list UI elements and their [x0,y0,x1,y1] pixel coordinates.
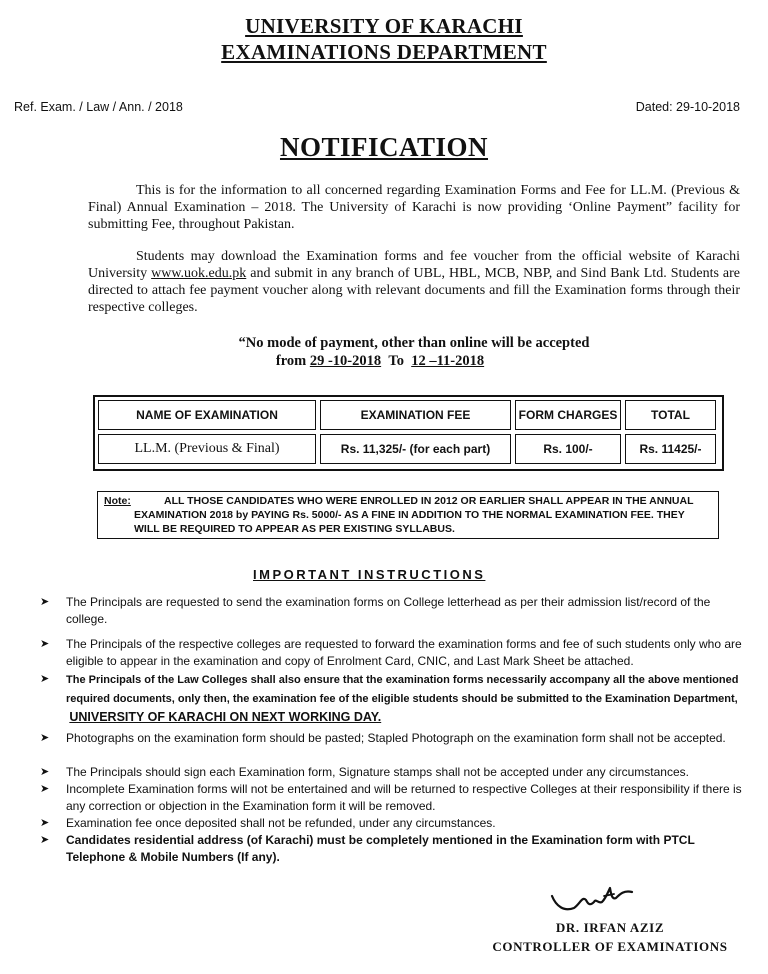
signatory-name: DR. IRFAN AZIZ [555,920,665,935]
instruction-item [40,636,748,670]
website-link[interactable]: www.uok.edu.pk [151,266,247,281]
paragraph-download [88,248,740,316]
table-header-name: NAME OF EXAMINATION [98,400,316,430]
payment-statement [30,334,768,352]
instruction-text: Photographs on the examination form should be pasted; Stapled Photograph on the examination form shall not be accepted. [66,731,726,745]
instruction-item [40,815,748,832]
table-cell-exam-fee: Rs. 11,325/- (for each part) [320,434,511,464]
table-header-total: TOTAL [625,400,716,430]
note-line-1-text: ALL THOSE CANDIDATES WHO WERE ENROLLED IN 2012 OR EARLIER SHALL APPEAR IN THE ANNUAL [164,495,694,507]
instruction-item [40,730,748,747]
instruction-item [40,764,748,781]
instruction-item [40,670,748,726]
instructions-title: IMPORTANT INSTRUCTIONS [253,567,486,582]
from-date: 29 -10-2018 [309,353,382,369]
arrow-bullet-icon: ➤ [40,834,50,846]
table-cell-total: Rs. 11425/- [625,434,716,464]
to-date: 12 –11-2018 [411,353,485,369]
arrow-bullet-icon: ➤ [40,817,50,829]
instruction-emphasis: UNIVERSITY OF KARACHI ON NEXT WORKING DAY. [69,710,382,724]
instruction-item [40,781,748,815]
note-line-2: EXAMINATION 2018 by PAYING Rs. 5000/- AS A FINE IN ADDITION TO THE NORMAL EXAMINATION FEE. THEY [134,509,685,521]
arrow-bullet-icon: ➤ [40,638,50,650]
note-box [97,491,719,539]
instruction-text: The Principals should sign each Examination form, Signature stamps shall not be accepted under any circumstances. [66,765,689,779]
department-title: EXAMINATIONS DEPARTMENT [221,40,547,64]
from-label: from [275,353,307,369]
notice-date: Dated: 29-10-2018 [635,100,740,114]
university-title: UNIVERSITY OF KARACHI [245,14,523,38]
instruction-text: Incomplete Examination forms will not be entertained and will be returned to respective Colleges at their responsibility if there is any correction or objection in the Examination form it will be removed. [66,782,742,813]
paragraph-download-text: Students may download the Examination forms and fee voucher from the official website of Karachi University [88,249,740,281]
payment-statement-text: “No mode of payment, other than online will be accepted [238,335,590,351]
arrow-bullet-icon: ➤ [40,783,50,795]
table-header-fee: EXAMINATION FEE [320,400,511,430]
note-label: Note: [104,495,131,507]
arrow-bullet-icon: ➤ [40,732,50,744]
instruction-text: The Principals of the respective colleges are requested to forward the examination forms and fee of such students only who are eligible to appear in the examination and copy of Enrolment Card, CNIC, and Last Mark Sheet be attached. [66,637,742,668]
arrow-bullet-icon: ➤ [40,596,50,608]
payment-dates [0,352,764,370]
to-label: To [388,353,404,369]
notification-title: NOTIFICATION [279,132,489,162]
instruction-text: The Principals of the Law Colleges shall also ensure that the examination forms necessarily accompany all the above mentioned required documents, only then, the examination fee of the eligible students should be submitted to the Examination Department, [66,674,739,705]
instruction-text: The Principals are requested to send the examination forms on College letterhead as per their admission list/record of the college. [66,595,711,626]
paragraph-intro-text: This is for the information to all concerned regarding Examination Forms and Fee for LL.M. (Previous & Final) Annual Examination – 2018. The University of Karachi is now providing ‘Online Payment” facility for submitting Fee, throughout Pakistan. [88,183,740,232]
arrow-bullet-icon: ➤ [40,673,50,685]
table-cell-exam-name: LL.M. (Previous & Final) [98,434,316,464]
table-header-form-charges: FORM CHARGES [515,400,621,430]
instruction-text: Examination fee once deposited shall not be refunded, under any circumstances. [66,816,496,830]
handwritten-signature [548,882,638,918]
paragraph-download-text-2: and submit in any branch of UBL, HBL, MCB, NBP, and Sind Bank Ltd. Students are directed to attach fee payment voucher along with relevant documents and fill the Examination forms through their respective colleges. [88,266,741,315]
fee-table [93,395,724,471]
paragraph-intro [88,182,740,233]
note-line-1 [104,494,712,508]
instruction-item [40,594,748,628]
instruction-text: Candidates residential address (of Karachi) must be completely mentioned in the Examination form with PTCL Telephone & Mobile Numbers (If any). [66,833,695,864]
table-cell-form-charges: Rs. 100/- [515,434,621,464]
signatory-designation: CONTROLLER OF EXAMINATIONS [492,939,728,954]
reference-number: Ref. Exam. / Law / Ann. / 2018 [14,100,183,114]
arrow-bullet-icon: ➤ [40,766,50,778]
instruction-item [40,832,748,866]
note-line-3: WILL BE REQUIRED TO APPEAR AS PER EXISTING SYLLABUS. [134,523,455,535]
